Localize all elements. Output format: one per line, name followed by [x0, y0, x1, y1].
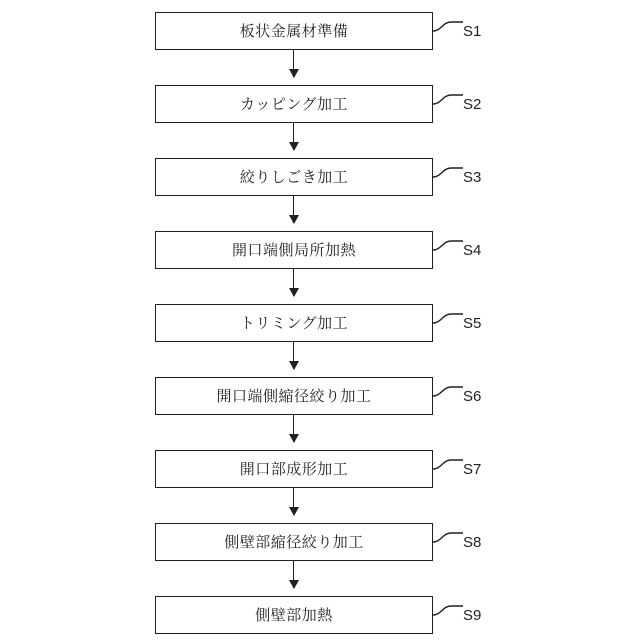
- leader-line-s3: [433, 166, 463, 180]
- leader-line-s6: [433, 385, 463, 399]
- flow-step-tag-s8: S8: [463, 534, 482, 551]
- flow-step-label: 絞りしごき加工: [239, 168, 349, 186]
- flow-step-s3: [155, 158, 433, 196]
- flow-connector-s5-s6: [293, 342, 294, 369]
- flow-step-s5: [155, 304, 433, 342]
- flow-step-s6: [155, 377, 433, 415]
- flow-connector-s4-s5: [293, 269, 294, 296]
- flow-step-s4: [155, 231, 433, 269]
- leader-line-s5: [433, 312, 463, 326]
- flow-step-label: 開口部成形加工: [239, 460, 349, 478]
- flow-step-label: 板状金属材準備: [239, 22, 349, 40]
- flow-step-s1: [155, 12, 433, 50]
- flow-step-tag-s7: S7: [463, 461, 482, 478]
- flow-step-s7: [155, 450, 433, 488]
- flow-step-label: カッピング加工: [239, 95, 349, 113]
- flow-step-label: 開口端側局所加熱: [231, 241, 356, 259]
- leader-line-s9: [433, 604, 463, 618]
- flow-connector-s8-s9: [293, 561, 294, 588]
- flow-step-label: トリミング加工: [239, 314, 349, 332]
- flow-step-s8: [155, 523, 433, 561]
- flow-step-s9: [155, 596, 433, 634]
- flow-connector-s2-s3: [293, 123, 294, 150]
- leader-line-s1: [433, 20, 463, 34]
- flow-step-s2: [155, 85, 433, 123]
- flow-step-tag-s1: S1: [463, 23, 482, 40]
- leader-line-s8: [433, 531, 463, 545]
- leader-line-s4: [433, 239, 463, 253]
- flow-step-tag-s5: S5: [463, 315, 482, 332]
- flow-step-tag-s9: S9: [463, 607, 482, 624]
- flow-step-label: 開口端側縮径絞り加工: [216, 387, 372, 405]
- flow-step-tag-s3: S3: [463, 169, 482, 186]
- flow-connector-s1-s2: [293, 50, 294, 77]
- leader-line-s7: [433, 458, 463, 472]
- leader-line-s2: [433, 93, 463, 107]
- flow-step-label: 側壁部縮径絞り加工: [224, 533, 364, 551]
- flow-connector-s6-s7: [293, 415, 294, 442]
- flow-connector-s7-s8: [293, 488, 294, 515]
- flow-step-tag-s4: S4: [463, 242, 482, 259]
- flow-step-tag-s6: S6: [463, 388, 482, 405]
- flow-step-tag-s2: S2: [463, 96, 482, 113]
- flow-step-label: 側壁部加熱: [255, 606, 333, 624]
- flow-connector-s3-s4: [293, 196, 294, 223]
